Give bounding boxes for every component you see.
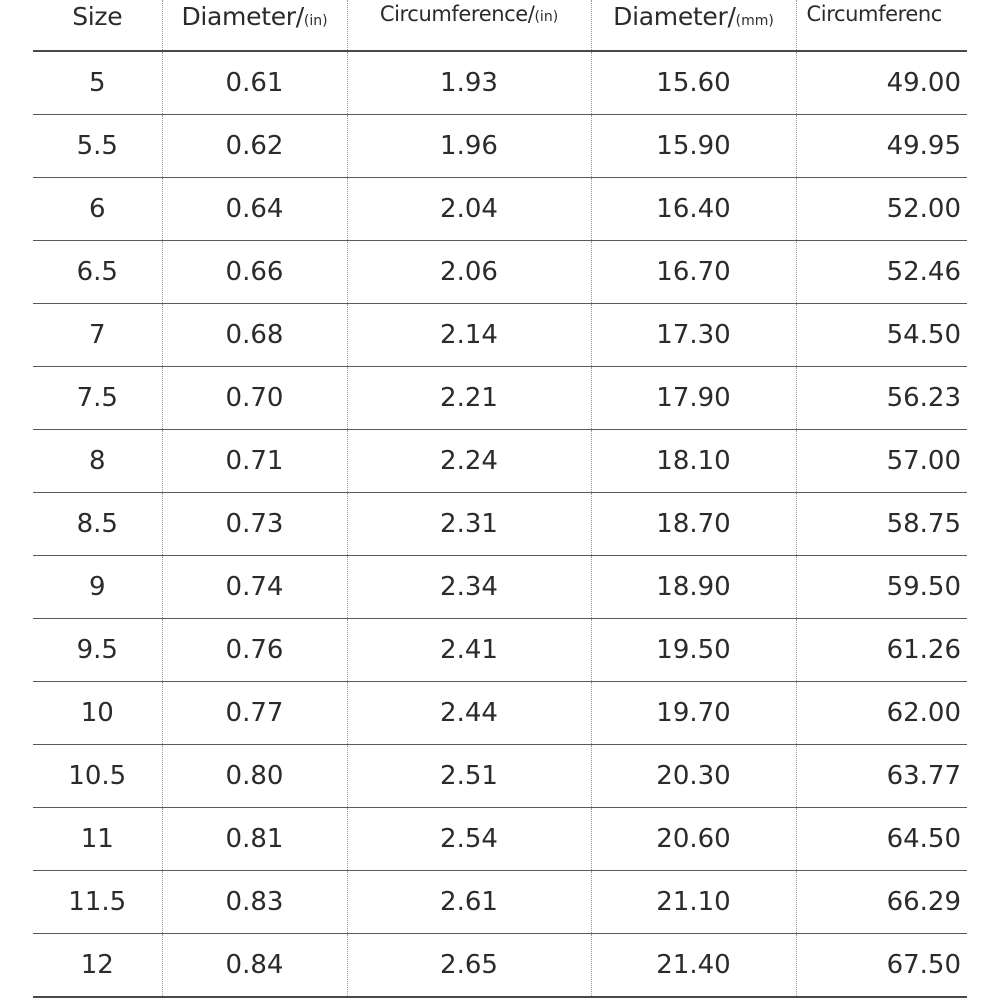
table-body	[33, 51, 967, 997]
header-diameter-mm-label: Diameter/	[613, 2, 736, 31]
cell-diameter-in: 0.73	[162, 493, 347, 556]
header-circumference-mm	[796, 0, 967, 51]
cell-diameter-in: 0.61	[162, 51, 347, 115]
cell-circumference-mm: 56.23	[796, 367, 967, 430]
table-row	[33, 51, 967, 115]
table-row	[33, 871, 967, 934]
cell-circumference-in: 2.21	[347, 367, 591, 430]
header-diameter-mm	[591, 0, 796, 51]
header-diameter-in	[162, 0, 347, 51]
table-row	[33, 178, 967, 241]
cell-circumference-mm: 49.95	[796, 115, 967, 178]
table-row	[33, 304, 967, 367]
cell-diameter-mm: 18.10	[591, 430, 796, 493]
cell-circumference-in: 1.96	[347, 115, 591, 178]
header-diameter-in-unit: (in)	[303, 13, 328, 29]
cell-circumference-mm: 64.50	[796, 808, 967, 871]
cell-diameter-mm: 18.70	[591, 493, 796, 556]
cell-diameter-in: 0.80	[162, 745, 347, 808]
header-circumference-in-label: Circumference/	[379, 2, 535, 26]
table-row	[33, 241, 967, 304]
cell-diameter-in: 0.70	[162, 367, 347, 430]
cell-diameter-in: 0.77	[162, 682, 347, 745]
cell-diameter-mm: 15.90	[591, 115, 796, 178]
cell-size: 12	[33, 934, 162, 998]
cell-size: 6.5	[33, 241, 162, 304]
cell-diameter-mm: 16.70	[591, 241, 796, 304]
cell-diameter-mm: 15.60	[591, 51, 796, 115]
cell-circumference-mm: 62.00	[796, 682, 967, 745]
header-size-label: Size	[72, 2, 123, 31]
cell-diameter-in: 0.64	[162, 178, 347, 241]
cell-size: 7.5	[33, 367, 162, 430]
header-diameter-mm-unit: (mm)	[735, 13, 774, 29]
table-row	[33, 682, 967, 745]
cell-circumference-in: 2.41	[347, 619, 591, 682]
cell-circumference-in: 2.14	[347, 304, 591, 367]
cell-size: 11	[33, 808, 162, 871]
table-row	[33, 745, 967, 808]
cell-circumference-mm: 52.46	[796, 241, 967, 304]
cell-circumference-in: 2.34	[347, 556, 591, 619]
cell-size: 8.5	[33, 493, 162, 556]
header-circumference-in	[347, 0, 591, 51]
cell-circumference-in: 2.06	[347, 241, 591, 304]
cell-circumference-in: 2.04	[347, 178, 591, 241]
cell-circumference-in: 2.51	[347, 745, 591, 808]
cell-circumference-in: 1.93	[347, 51, 591, 115]
cell-circumference-mm: 57.00	[796, 430, 967, 493]
cell-diameter-mm: 20.30	[591, 745, 796, 808]
cell-circumference-mm: 54.50	[796, 304, 967, 367]
cell-size: 5	[33, 51, 162, 115]
cell-size: 7	[33, 304, 162, 367]
cell-circumference-mm: 63.77	[796, 745, 967, 808]
cell-diameter-in: 0.84	[162, 934, 347, 998]
cell-diameter-mm: 19.70	[591, 682, 796, 745]
table-row	[33, 367, 967, 430]
cell-diameter-mm: 21.40	[591, 934, 796, 998]
cell-diameter-mm: 18.90	[591, 556, 796, 619]
cell-size: 9	[33, 556, 162, 619]
header-row	[33, 0, 967, 51]
cell-circumference-mm: 58.75	[796, 493, 967, 556]
cell-circumference-in: 2.44	[347, 682, 591, 745]
cell-diameter-mm: 21.10	[591, 871, 796, 934]
cell-diameter-mm: 17.90	[591, 367, 796, 430]
header-size	[33, 0, 162, 51]
table-row	[33, 493, 967, 556]
header-circumference-mm-label: Circumferenc	[806, 2, 942, 26]
cell-diameter-in: 0.81	[162, 808, 347, 871]
header-circumference-in-unit: (in)	[534, 9, 559, 25]
cell-circumference-in: 2.61	[347, 871, 591, 934]
cell-size: 11.5	[33, 871, 162, 934]
cell-diameter-mm: 20.60	[591, 808, 796, 871]
table-row	[33, 808, 967, 871]
cell-diameter-in: 0.83	[162, 871, 347, 934]
table-row	[33, 556, 967, 619]
cell-diameter-in: 0.66	[162, 241, 347, 304]
cell-circumference-in: 2.31	[347, 493, 591, 556]
cell-circumference-mm: 59.50	[796, 556, 967, 619]
cell-diameter-in: 0.71	[162, 430, 347, 493]
ring-size-chart	[33, 0, 967, 998]
table-row	[33, 430, 967, 493]
cell-size: 9.5	[33, 619, 162, 682]
cell-size: 5.5	[33, 115, 162, 178]
cell-diameter-in: 0.62	[162, 115, 347, 178]
table-header	[33, 0, 967, 51]
table-row	[33, 115, 967, 178]
cell-circumference-in: 2.54	[347, 808, 591, 871]
table-row	[33, 934, 967, 998]
cell-circumference-in: 2.24	[347, 430, 591, 493]
cell-diameter-mm: 16.40	[591, 178, 796, 241]
cell-circumference-mm: 49.00	[796, 51, 967, 115]
cell-circumference-in: 2.65	[347, 934, 591, 998]
cell-diameter-mm: 17.30	[591, 304, 796, 367]
cell-diameter-in: 0.68	[162, 304, 347, 367]
cell-circumference-mm: 67.50	[796, 934, 967, 998]
cell-circumference-mm: 52.00	[796, 178, 967, 241]
cell-size: 8	[33, 430, 162, 493]
cell-circumference-mm: 61.26	[796, 619, 967, 682]
cell-diameter-in: 0.74	[162, 556, 347, 619]
cell-circumference-mm: 66.29	[796, 871, 967, 934]
cell-size: 10.5	[33, 745, 162, 808]
ring-size-table	[33, 0, 967, 998]
cell-diameter-mm: 19.50	[591, 619, 796, 682]
cell-size: 10	[33, 682, 162, 745]
cell-size: 6	[33, 178, 162, 241]
table-row	[33, 619, 967, 682]
header-diameter-in-label: Diameter/	[181, 2, 304, 31]
cell-diameter-in: 0.76	[162, 619, 347, 682]
